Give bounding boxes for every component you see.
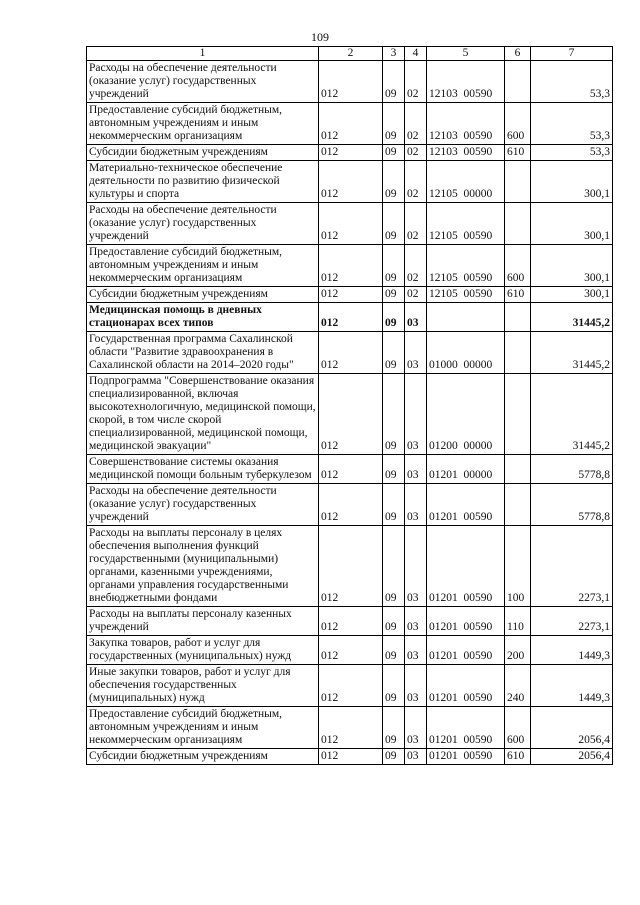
amount-cell: 5778,8	[531, 455, 613, 484]
ministry-code-cell: 012	[319, 61, 383, 103]
row-name-cell: Расходы на обеспечение деятельности (оказание услуг) государственных учреждений	[87, 61, 319, 103]
expense-type-cell	[505, 303, 531, 332]
row-name-cell: Предоставление субсидий бюджетным, автономным учреждениям и иным некоммерческим организациям	[87, 707, 319, 749]
expense-type-cell	[505, 455, 531, 484]
ministry-code-cell: 012	[319, 103, 383, 145]
table-row	[87, 145, 613, 161]
row-name-cell: Субсидии бюджетным учреждениям	[87, 749, 319, 765]
header-cell: 6	[505, 47, 531, 61]
table-row	[87, 484, 613, 526]
subsection-code-cell: 03	[405, 374, 427, 455]
section-code-cell: 09	[383, 455, 405, 484]
section-code-cell: 09	[383, 287, 405, 303]
ministry-code-cell: 012	[319, 145, 383, 161]
ministry-code-cell: 012	[319, 161, 383, 203]
amount-cell: 31445,2	[531, 332, 613, 374]
ministry-code-cell: 012	[319, 526, 383, 607]
subsection-code-cell: 03	[405, 455, 427, 484]
row-name-cell: Совершенствование системы оказания медицинской помощи больным туберкулезом	[87, 455, 319, 484]
target-article-cell: 01201 00590	[427, 526, 505, 607]
header-cell: 4	[405, 47, 427, 61]
target-article-cell: 01201 00590	[427, 749, 505, 765]
amount-cell: 300,1	[531, 245, 613, 287]
section-code-cell: 09	[383, 145, 405, 161]
expense-type-cell: 610	[505, 145, 531, 161]
expense-type-cell	[505, 203, 531, 245]
section-code-cell: 09	[383, 749, 405, 765]
section-code-cell: 09	[383, 303, 405, 332]
table-row	[87, 665, 613, 707]
amount-cell: 2056,4	[531, 749, 613, 765]
amount-cell: 1449,3	[531, 636, 613, 665]
subsection-code-cell: 03	[405, 607, 427, 636]
ministry-code-cell: 012	[319, 374, 383, 455]
header-cell: 7	[531, 47, 613, 61]
row-name-cell: Субсидии бюджетным учреждениям	[87, 145, 319, 161]
section-code-cell: 09	[383, 161, 405, 203]
header-cell: 2	[319, 47, 383, 61]
row-name-cell: Расходы на выплаты персоналу в целях обеспечения выполнения функций государственными (муниципальными) органами, казенными учреждениями, органами управления государственными внебюджетными фондами	[87, 526, 319, 607]
header-cell: 3	[383, 47, 405, 61]
subsection-code-cell: 02	[405, 203, 427, 245]
ministry-code-cell: 012	[319, 607, 383, 636]
ministry-code-cell: 012	[319, 665, 383, 707]
amount-cell: 2056,4	[531, 707, 613, 749]
expense-type-cell: 600	[505, 103, 531, 145]
expense-type-cell	[505, 374, 531, 455]
target-article-cell: 12103 00590	[427, 145, 505, 161]
subsection-code-cell: 03	[405, 303, 427, 332]
table-row	[87, 303, 613, 332]
amount-cell: 300,1	[531, 287, 613, 303]
subsection-code-cell: 03	[405, 749, 427, 765]
expense-type-cell	[505, 332, 531, 374]
table-row	[87, 103, 613, 145]
amount-cell: 2273,1	[531, 607, 613, 636]
section-code-cell: 09	[383, 103, 405, 145]
row-name-cell: Медицинская помощь в дневных стационарах всех типов	[87, 303, 319, 332]
target-article-cell: 12105 00590	[427, 287, 505, 303]
expense-type-cell: 100	[505, 526, 531, 607]
section-code-cell: 09	[383, 607, 405, 636]
expense-type-cell	[505, 61, 531, 103]
expense-type-cell	[505, 161, 531, 203]
subsection-code-cell: 03	[405, 636, 427, 665]
section-code-cell: 09	[383, 245, 405, 287]
subsection-code-cell: 02	[405, 61, 427, 103]
amount-cell: 53,3	[531, 61, 613, 103]
target-article-cell: 01201 00590	[427, 607, 505, 636]
subsection-code-cell: 02	[405, 287, 427, 303]
expense-type-cell: 610	[505, 749, 531, 765]
ministry-code-cell: 012	[319, 287, 383, 303]
subsection-code-cell: 02	[405, 161, 427, 203]
expense-type-cell: 600	[505, 245, 531, 287]
row-name-cell: Материально-техническое обеспечение деятельности по развитию физической культуры и спорта	[87, 161, 319, 203]
target-article-cell: 12103 00590	[427, 61, 505, 103]
header-row	[87, 47, 613, 61]
row-name-cell: Расходы на выплаты персоналу казенных учреждений	[87, 607, 319, 636]
amount-cell: 5778,8	[531, 484, 613, 526]
target-article-cell: 01200 00000	[427, 374, 505, 455]
expense-type-cell: 240	[505, 665, 531, 707]
target-article-cell: 01201 00590	[427, 636, 505, 665]
subsection-code-cell: 02	[405, 145, 427, 161]
target-article-cell: 01201 00000	[427, 455, 505, 484]
target-article-cell: 12105 00590	[427, 203, 505, 245]
table-row	[87, 161, 613, 203]
subsection-code-cell: 02	[405, 103, 427, 145]
row-name-cell: Государственная программа Сахалинской области "Развитие здравоохранения в Сахалинской области на 2014–2020 годы"	[87, 332, 319, 374]
subsection-code-cell: 03	[405, 665, 427, 707]
section-code-cell: 09	[383, 203, 405, 245]
ministry-code-cell: 012	[319, 636, 383, 665]
row-name-cell: Подпрограмма "Совершенствование оказания специализированной, включая высокотехнологичную, медицинской помощи, скорой, в том числе скорой специализированной, медицинской помощи, медицинской эвакуации"	[87, 374, 319, 455]
header-cell: 1	[87, 47, 319, 61]
target-article-cell: 12103 00590	[427, 103, 505, 145]
subsection-code-cell: 02	[405, 245, 427, 287]
table-row	[87, 607, 613, 636]
section-code-cell: 09	[383, 374, 405, 455]
ministry-code-cell: 012	[319, 203, 383, 245]
ministry-code-cell: 012	[319, 303, 383, 332]
ministry-code-cell: 012	[319, 245, 383, 287]
section-code-cell: 09	[383, 61, 405, 103]
row-name-cell: Иные закупки товаров, работ и услуг для обеспечения государственных (муниципальных) нужд	[87, 665, 319, 707]
ministry-code-cell: 012	[319, 455, 383, 484]
page-number: 109	[311, 30, 329, 44]
target-article-cell: 01000 00000	[427, 332, 505, 374]
table-row	[87, 203, 613, 245]
amount-cell: 1449,3	[531, 665, 613, 707]
subsection-code-cell: 03	[405, 332, 427, 374]
table-row	[87, 455, 613, 484]
target-article-cell: 01201 00590	[427, 484, 505, 526]
table-row	[87, 287, 613, 303]
amount-cell: 31445,2	[531, 374, 613, 455]
row-name-cell: Предоставление субсидий бюджетным, автономным учреждениям и иным некоммерческим организациям	[87, 245, 319, 287]
section-code-cell: 09	[383, 665, 405, 707]
table-row	[87, 332, 613, 374]
expense-type-cell	[505, 484, 531, 526]
table-row	[87, 749, 613, 765]
table-row	[87, 245, 613, 287]
row-name-cell: Предоставление субсидий бюджетным, автономным учреждениям и иным некоммерческим организациям	[87, 103, 319, 145]
target-article-cell: 01201 00590	[427, 665, 505, 707]
table-row	[87, 526, 613, 607]
ministry-code-cell: 012	[319, 749, 383, 765]
target-article-cell	[427, 303, 505, 332]
target-article-cell: 12105 00000	[427, 161, 505, 203]
subsection-code-cell: 03	[405, 484, 427, 526]
expense-type-cell: 200	[505, 636, 531, 665]
table-row	[87, 707, 613, 749]
row-name-cell: Закупка товаров, работ и услуг для государственных (муниципальных) нужд	[87, 636, 319, 665]
target-article-cell: 01201 00590	[427, 707, 505, 749]
table-row	[87, 61, 613, 103]
ministry-code-cell: 012	[319, 332, 383, 374]
budget-table	[86, 46, 613, 765]
amount-cell: 2273,1	[531, 526, 613, 607]
target-article-cell: 12105 00590	[427, 245, 505, 287]
expense-type-cell: 600	[505, 707, 531, 749]
section-code-cell: 09	[383, 636, 405, 665]
row-name-cell: Расходы на обеспечение деятельности (оказание услуг) государственных учреждений	[87, 203, 319, 245]
amount-cell: 31445,2	[531, 303, 613, 332]
section-code-cell: 09	[383, 332, 405, 374]
section-code-cell: 09	[383, 484, 405, 526]
table-row	[87, 374, 613, 455]
subsection-code-cell: 03	[405, 526, 427, 607]
ministry-code-cell: 012	[319, 707, 383, 749]
subsection-code-cell: 03	[405, 707, 427, 749]
expense-type-cell: 610	[505, 287, 531, 303]
amount-cell: 300,1	[531, 161, 613, 203]
amount-cell: 53,3	[531, 103, 613, 145]
row-name-cell: Расходы на обеспечение деятельности (оказание услуг) государственных учреждений	[87, 484, 319, 526]
amount-cell: 53,3	[531, 145, 613, 161]
expense-type-cell: 110	[505, 607, 531, 636]
ministry-code-cell: 012	[319, 484, 383, 526]
section-code-cell: 09	[383, 707, 405, 749]
table-row	[87, 636, 613, 665]
header-cell: 5	[427, 47, 505, 61]
amount-cell: 300,1	[531, 203, 613, 245]
section-code-cell: 09	[383, 526, 405, 607]
row-name-cell: Субсидии бюджетным учреждениям	[87, 287, 319, 303]
